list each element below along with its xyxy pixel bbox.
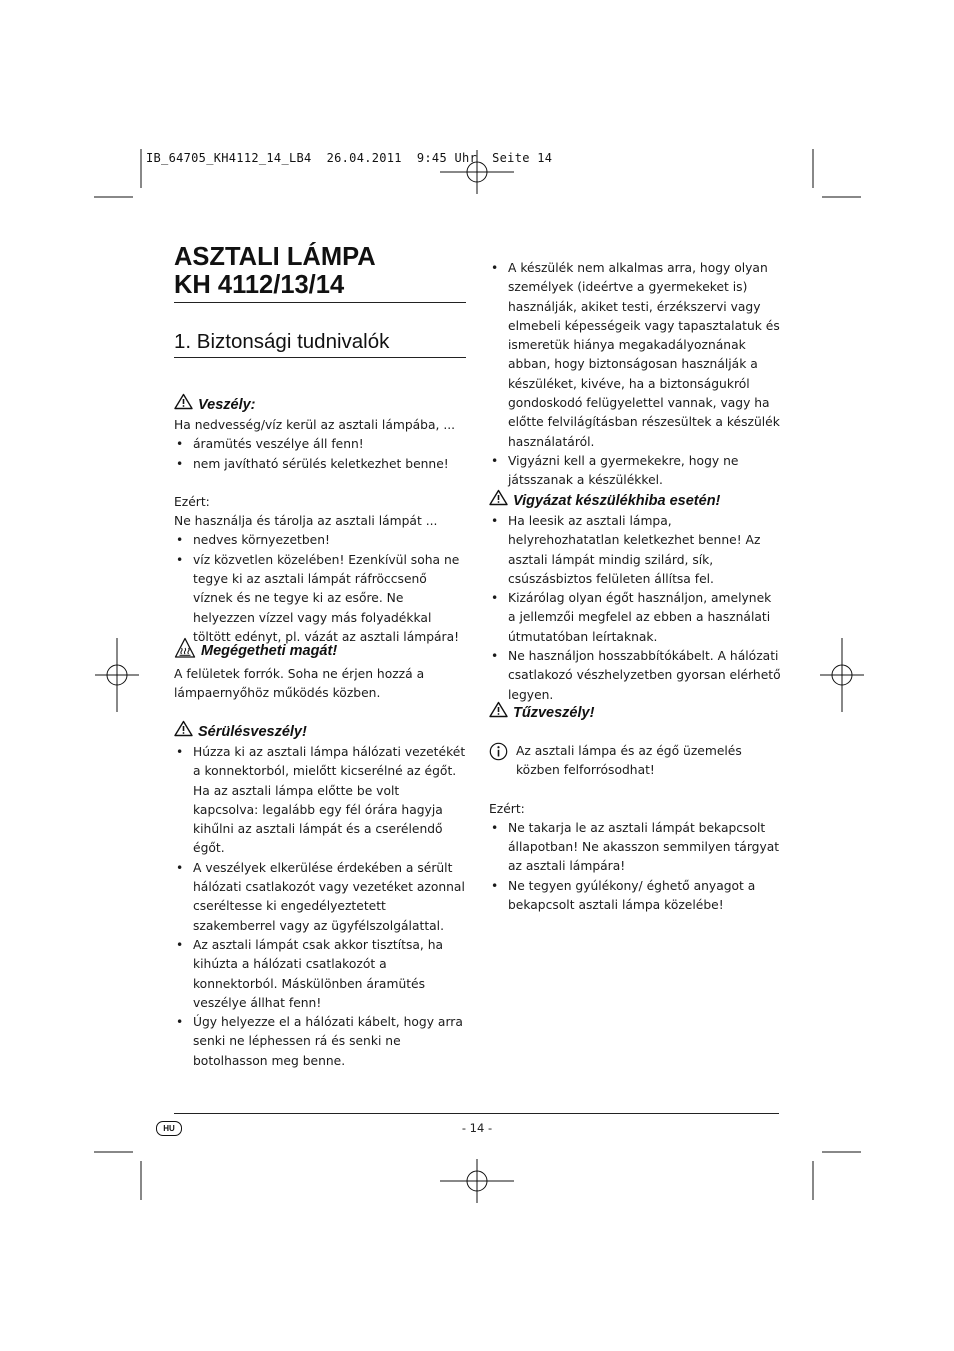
list-item: • víz közvetlen közelében! Ezenkívül soha ne tegye ki az asztali lámpát ráfröccsenő víznek és ne tegye ki az esőre. Ne helyezzen vízzel vagy más folyadékkal töltött edényt, pl. vázát az asztali lámpára! [174,551,466,647]
list-item: • áramütés veszélye áll fenn! [174,435,466,454]
list-item: • A veszélyek elkerülése érdekében a sérült hálózati csatlakozót vagy vezetéket azonnal cseréltesse ki engedélyeztetett szakemberrel vagy az ügyfélszolgálattal. [174,859,466,936]
list-item: • nedves környezetben! [174,531,466,550]
fire-info-text: Az asztali lámpa és az égő üzemelés közben felforrósodhat! [516,744,742,778]
danger-therefore: Ezért: [174,494,210,509]
danger-intro: Ha nedvesség/víz kerül az asztali lámpába, ... [174,418,456,432]
device-damage-heading [489,489,781,512]
device-damage-section [489,489,781,705]
warning-triangle-icon [174,720,193,743]
warning-triangle-icon [174,393,193,416]
fire-heading [489,701,781,724]
print-slug-line: IB_64705_KH4112_14_LB4 26.04.2011 9:45 Uhr Seite 14 [146,151,553,165]
injury-list [174,743,466,1071]
warning-triangle-icon [489,489,508,512]
fire-list [489,819,781,915]
footer-rule [174,1113,779,1114]
registration-mark-bottom [440,1159,514,1203]
fire-heading-text: Tűzveszély! [513,704,595,721]
burn-section [174,637,466,704]
danger-list-2 [174,531,466,647]
burn-heading-text: Megégetheti magát! [201,643,338,659]
danger-heading-text: Veszély: [198,396,256,413]
danger-heading [174,393,466,416]
warning-triangle-icon [489,701,508,724]
hot-surface-icon [174,637,196,665]
danger-list [174,435,466,474]
burn-heading [174,637,466,665]
list-item: • Úgy helyezze el a hálózati kábelt, hogy arra senki ne léphessen rá és senki ne botolhasson meg benne. [174,1013,466,1071]
list-item: • nem javítható sérülés keletkezhet benne! [174,455,466,474]
device-damage-list [489,512,781,705]
page-number: - 14 - [461,1121,493,1135]
list-item: • Kizárólag olyan égőt használjon, amelynek a jellemzői megfelel az ebben a használati útmutatóban leírtaknak. [489,589,781,647]
registration-mark-left [95,638,139,712]
general-safety-list [489,259,781,491]
danger-section [174,393,466,647]
injury-section [174,720,466,1071]
fire-therefore: Ezért: [489,801,525,816]
country-badge: HU [156,1121,182,1136]
injury-heading [174,720,466,743]
list-item: • Húzza ki az asztali lámpa hálózati vezetékét a konnektorból, mielőtt kicserélné az égőt. Ha az asztali lámpa előtte be volt kapcsolva: legalább egy fél órára hagyja kihűlni az asztali lámpát és a cserélendő égőt. [174,743,466,859]
list-item: • A készülék nem alkalmas arra, hogy olyan személyek (ideértve a gyermekeket is) használják, akiket testi, érzékszervi vagy elmebeli képességeik vagy tapasztalatuk és ismeretük hiánya megakadályoznának abban, hogy biztonságosan használják a készüléket, kivéve, ha a biztonságukról gondoskodó felügyelettel vannak, vagy ha előtte felvilágításban részesültek a készülék használatáról. [489,259,781,452]
list-item: • Ne tegyen gyúlékony/ éghető anyagot a bekapcsolt asztali lámpa közelébe! [489,877,781,916]
injury-heading-text: Sérülésveszély! [198,723,307,740]
info-icon [489,742,508,781]
list-item: • Vigyázni kell a gyermekekre, hogy ne játsszanak a készülékkel. [489,452,781,491]
registration-mark-right [820,638,864,712]
danger-intro-2: Ne használja és tárolja az asztali lámpát ... [174,514,438,529]
title-line-2: KH 4112/13/14 [174,271,345,299]
fire-info [489,742,781,781]
list-item: • Ne takarja le az asztali lámpát bekapcsolt állapotban! Ne akasszon semmilyen tárgyat az asztali lámpára! [489,819,781,877]
registration-mark-top [440,150,514,194]
device-damage-heading-text: Vigyázat készülékhiba esetén! [513,492,721,509]
list-item: • Ha leesik az asztali lámpa, helyrehozhatatlan keletkezhet benne! Az asztali lámpát mindig szilárd, sík, csúszásbiztos felületen állítsa fel. [489,512,781,589]
fire-section [489,701,781,915]
list-item: • Az asztali lámpát csak akkor tisztítsa, ha kihúzta a hálózati csatlakozót a konnektorból. Máskülönben áramütés veszélye állhat fenn! [174,936,466,1013]
burn-text: A felületek forrók. Soha ne érjen hozzá a lámpaernyőhöz működés közben. [174,667,425,701]
section-title: 1. Biztonsági tudnivalók [174,330,466,358]
document-title [174,243,466,303]
list-item: • Ne használjon hosszabbítókábelt. A hálózati csatlakozó vészhelyzetben gyorsan elérhető legyen. [489,647,781,705]
title-line-1: ASZTALI LÁMPA [174,243,376,271]
